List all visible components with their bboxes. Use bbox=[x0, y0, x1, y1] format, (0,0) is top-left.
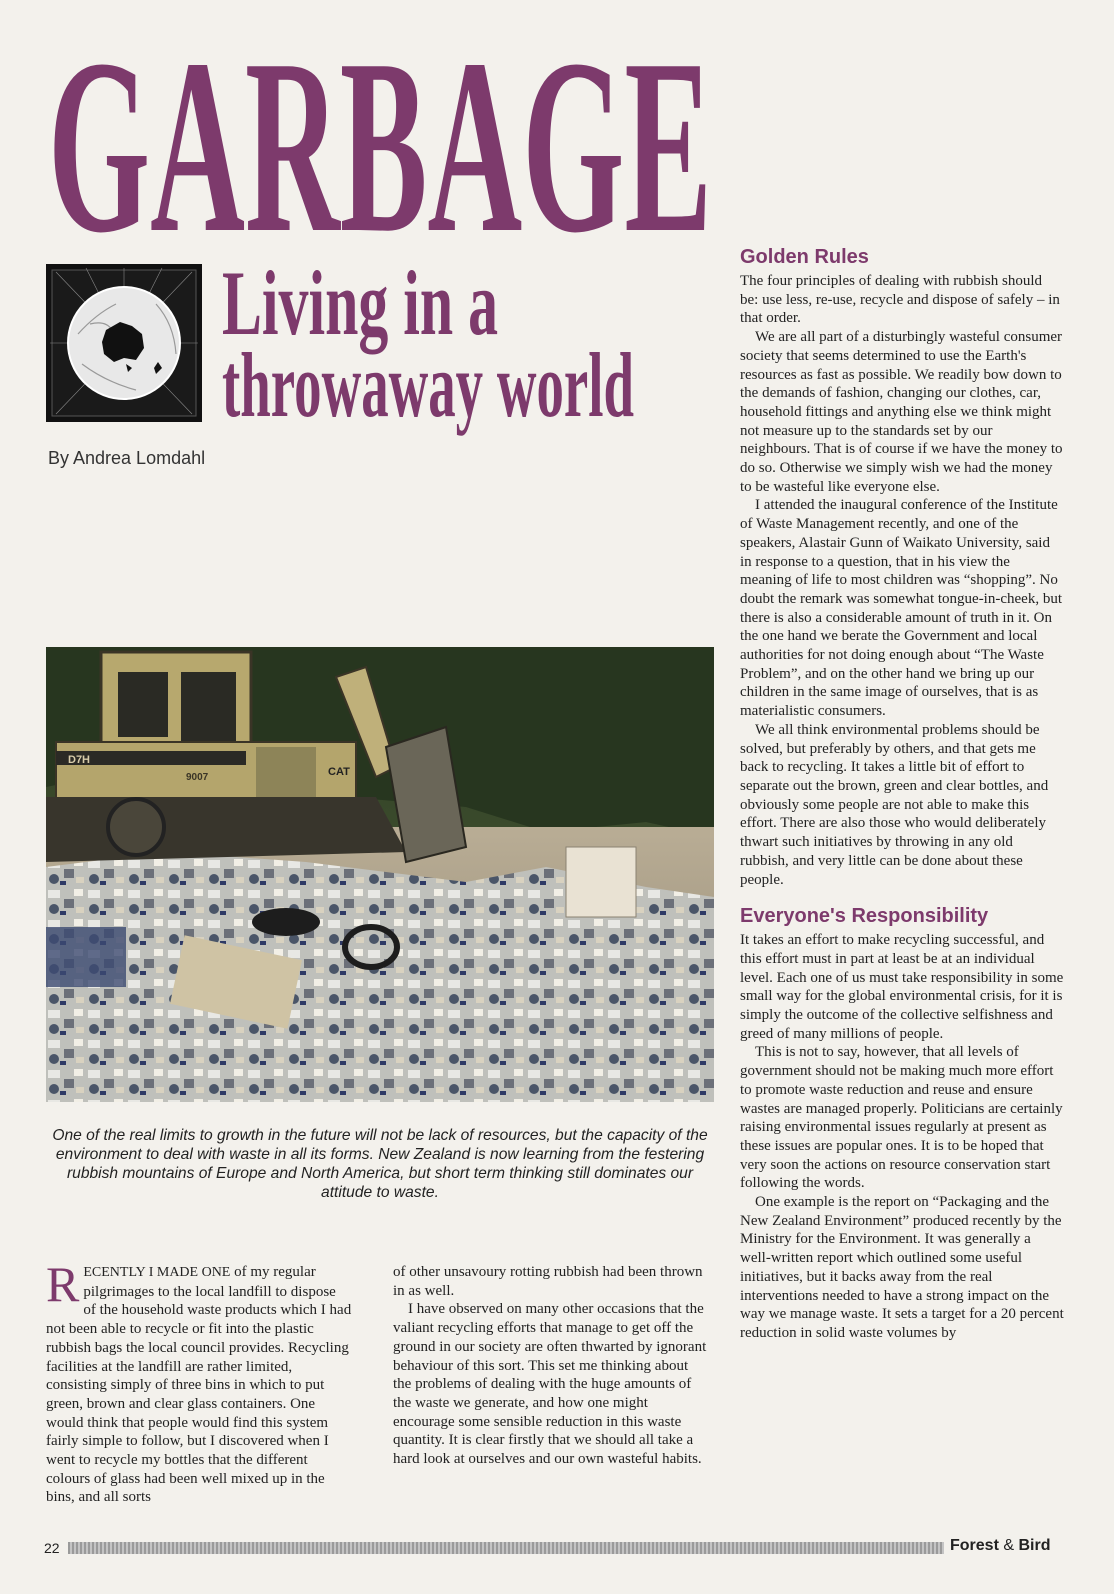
page-number: 22 bbox=[44, 1540, 60, 1556]
machine-number: 9007 bbox=[186, 772, 209, 783]
col2-paragraph-1: of other unsavoury rotting rubbish had been thrown in as well. bbox=[393, 1264, 703, 1299]
col3-paragraph-3: I attended the inaugural conference of the Institute of Waste Management recently, and one of the speakers, Alastair Gunn of Waikato University, said in response to a question, that in his view the meaning of life to most children was “shopping”. No doubt the remark was somewhat tongue-in-cheek, but there is also a considerable amount of truth in it. On the one hand we berate the Government and local authorities for not doing enough about “The Waste Problem”, and on the other hand we bring up our children in the same image of ourselves, that is as materialistic consumers. bbox=[740, 497, 1062, 720]
page-title bbox=[44, 18, 716, 248]
col3-paragraph-5: It takes an effort to make recycling successful, and this effort must in part at least be at an individual level. Each one of us must take responsibility in some small way for the global environmental crisis, for it is simply the outcome of the collective selfishness and greed of many millions of people. bbox=[740, 932, 1064, 1042]
brand-forest: Forest bbox=[950, 1537, 999, 1554]
byline: By Andrea Lomdahl bbox=[48, 448, 206, 468]
col3-paragraph-4: We all think environmental problems should be solved, but preferably by others, and that gets me back to recycling. It takes a little bit of effort to separate out the brown, green and clear bottles, and obviously some people are not able to make this effort. There are also those who would deliberately thwart such initiatives by throwing in any old rubbish, and very little can be done about these people. bbox=[740, 721, 1049, 888]
drop-cap: R bbox=[46, 1256, 80, 1312]
col3-paragraph-2: We are all part of a disturbingly wasteful consumer society that seems determined to use the Earth's resources as fast as possible. We readily bow down to the demands of fashion, changing our clothes, car, household fittings and anything else we think might not measure up to the standards set by our neighbours. That is of course if we have the money to do so. Otherwise we simply wish we had the money to be wasteful like everyone else. bbox=[740, 329, 1063, 495]
bulldozer-landfill-photo bbox=[46, 647, 714, 1102]
col3-paragraph-6: This is not to say, however, that all levels of government should not be making much more effort to promote waste reduction and reuse and ensure wastes are managed properly. Politicians are certainly raising environmental issues regularly at present as these issues are popular ones. It is to be hoped that very soon the actions on resource conservation start following the words. bbox=[740, 1044, 1063, 1192]
globe-icon bbox=[46, 264, 202, 422]
machine-label: D7H bbox=[68, 754, 91, 766]
heading-everyones-responsibility: Everyone's Responsibility bbox=[740, 905, 989, 928]
footer-rule bbox=[68, 1542, 944, 1554]
intro-smallcaps: ECENTLY I MADE ONE bbox=[83, 1265, 231, 1280]
magazine-brand bbox=[950, 1537, 1050, 1555]
brand-bird: Bird bbox=[1018, 1537, 1051, 1554]
intro-paragraph bbox=[46, 1256, 352, 1507]
subtitle-line-2: throwaway world bbox=[222, 334, 634, 436]
col3-paragraph-1: The four principles of dealing with rubbish should be: use less, re-use, recycle and dispose of safely – in that order. bbox=[740, 273, 1060, 327]
brand-ampersand: & bbox=[1003, 1537, 1015, 1554]
heading-golden-rules: Golden Rules bbox=[740, 246, 869, 268]
subtitle-line-1: Living in a bbox=[222, 258, 498, 354]
photo-caption: One of the real limits to growth in the future will not be lack of resources, but the capacity of the environment to deal with waste in all its forms. New Zealand is now learning from the festering rubbish mountains of Europe and North America, but short term thinking still dominates our attitude to waste. bbox=[52, 1127, 708, 1201]
intro-text: of my regular pilgrimages to the local landfill to dispose of the household waste products which I had not been able to recycle or fit into the plastic rubbish bags the local council provides. Recycling facilities at the landfill are rather limited, consisting simply of three bins in which to put green, brown and clear glass containers. One would think that people would find this system fairly simple to follow, but I discovered when I went to recycle my bottles that the different colours of glass had been well mixed up in the bins, and all sorts bbox=[46, 1264, 352, 1506]
col2-paragraph-2: I have observed on many other occasions that the valiant recycling efforts that manage to get off the ground in our society are often thwarted by ignorant behaviour of this sort. This set me thinking about the problems of dealing with the huge amounts of the waste we generate, and how one might encourage some sensible reduction in this waste quantity. It is clear firstly that we should all take a hard look at ourselves and our own wasteful habits. bbox=[393, 1301, 707, 1468]
title-text: GARBAGE bbox=[48, 18, 712, 248]
col3-paragraph-7: One example is the report on “Packaging and the New Zealand Environment” produced recently by the Ministry for the Environment. It was generally a well-written report which outlined some useful initiatives, but it backs away from the real interventions needed to have a strong impact on the way we manage waste. It sets a target for a 20 percent reduction in solid waste volumes by bbox=[740, 1194, 1064, 1341]
article-column-2 bbox=[393, 1263, 709, 1469]
article-column-1 bbox=[46, 1256, 352, 1507]
subtitle bbox=[222, 258, 702, 438]
brand-label: CAT bbox=[328, 766, 350, 778]
article-column-3 bbox=[740, 246, 1064, 1343]
